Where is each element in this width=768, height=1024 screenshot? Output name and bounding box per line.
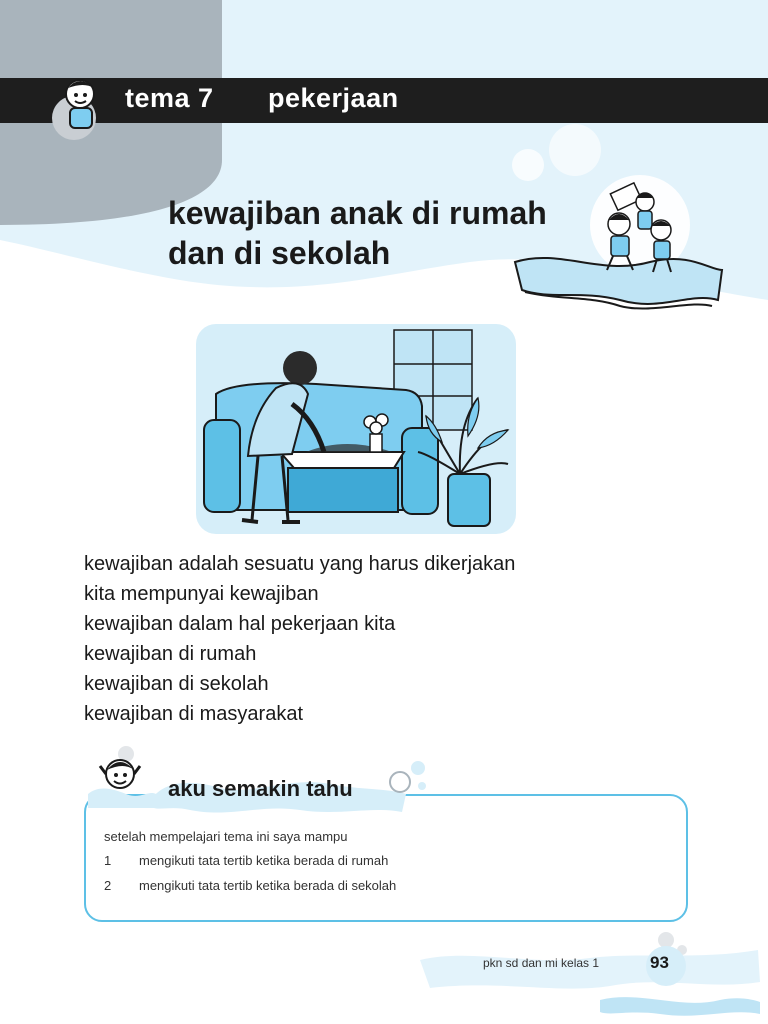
goal-text: mengikuti tata tertib ketika berada di sekolah bbox=[139, 878, 397, 893]
bubbles-decoration bbox=[388, 756, 432, 800]
body-text-list bbox=[84, 549, 515, 729]
summary-intro: setelah mempelajari tema ini saya mampu bbox=[104, 829, 348, 844]
children-illustration bbox=[585, 180, 695, 275]
body-line: kewajiban di sekolah bbox=[84, 673, 269, 695]
header-background bbox=[0, 0, 768, 330]
page-title bbox=[168, 193, 598, 273]
body-line: kewajiban di masyarakat bbox=[84, 703, 303, 725]
goal-text: mengikuti tata tertib ketika berada di rumah bbox=[139, 853, 389, 868]
footer-wave bbox=[410, 930, 768, 1024]
body-line: kewajiban dalam hal pekerjaan kita bbox=[84, 613, 396, 635]
body-line: kewajiban adalah sesuatu yang harus dikerjakan bbox=[84, 553, 516, 575]
goal-number: 2 bbox=[104, 878, 112, 893]
goal-number: 1 bbox=[104, 853, 112, 868]
page-title-line-1: kewajiban anak di rumah bbox=[168, 195, 547, 231]
theme-number: tema 7 bbox=[125, 83, 214, 113]
boy-mascot-icon bbox=[44, 70, 114, 140]
theme-name: pekerjaan bbox=[268, 83, 399, 113]
summary-mascot-icon bbox=[86, 744, 158, 810]
page-title-line-2: dan di sekolah bbox=[168, 235, 391, 271]
body-line: kita mempunyai kewajiban bbox=[84, 583, 319, 605]
body-line: kewajiban di rumah bbox=[84, 643, 257, 665]
page-number: 93 bbox=[650, 953, 669, 972]
footer-book-title: pkn sd dan mi kelas 1 bbox=[483, 956, 600, 970]
woman-cleaning-table-illustration bbox=[196, 324, 516, 534]
summary-title: aku semakin tahu bbox=[168, 776, 353, 801]
